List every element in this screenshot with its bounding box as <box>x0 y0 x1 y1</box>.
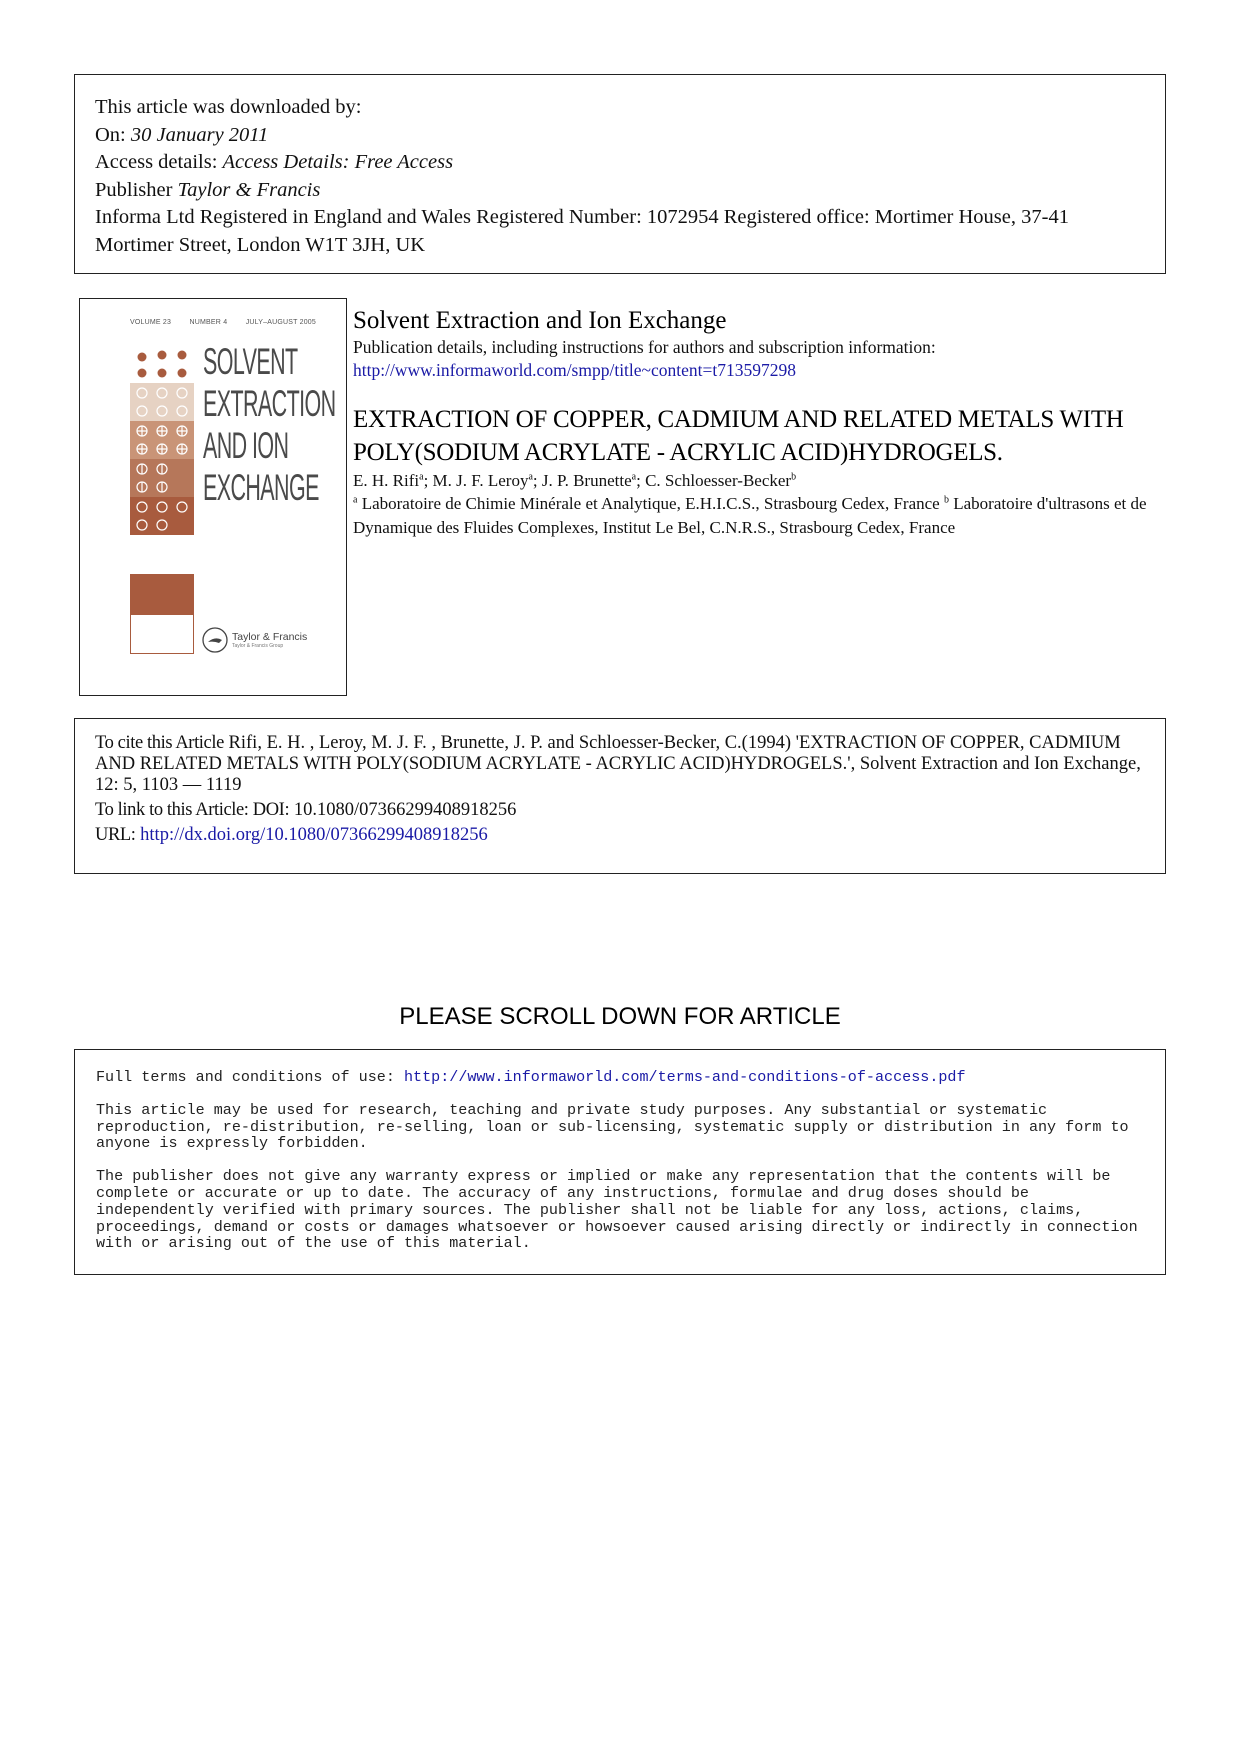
cover-issue-info <box>130 319 316 326</box>
logo-publisher-group: Taylor & Francis Group <box>232 643 284 649</box>
cover-color-block <box>130 574 194 614</box>
url-label: URL: <box>95 825 136 845</box>
cover-crosses-icon <box>130 421 194 459</box>
author-name: E. H. Rifi <box>353 471 420 490</box>
terms-paragraph-usage: This article may be used for research, teaching and private study purposes. Any substantial or systematic reproduction, re-distribution, re-selling, loan or sub-licensing, systematic supply or distribution in any form to anyone is expressly forbidden. <box>96 1100 1129 1153</box>
cover-title-line: SOLVENT <box>203 341 298 382</box>
journal-url-link[interactable]: http://www.informaworld.com/smpp/title~content=t713597298 <box>353 360 797 380</box>
downloaded-by-text: This article was downloaded by: <box>95 96 362 118</box>
access-value: Access Details: Free Access <box>222 151 454 173</box>
cover-date: JULY–AUGUST 2005 <box>245 319 316 326</box>
cite-this-article <box>95 733 1145 796</box>
taylor-francis-logo <box>202 627 307 653</box>
access-label: Access details: <box>95 151 218 173</box>
cover-volume: VOLUME 23 <box>130 319 172 326</box>
author-affiliation-marker: a <box>419 471 424 483</box>
download-date-line <box>95 122 1145 150</box>
terms-paragraph-disclaimer: The publisher does not give any warranty express or implied or make any representation that the contents will be complete or accurate or up to date. The accuracy of any instructions, formulae and drug doses should be independently verified with primary sources. The publisher shall not be liable for any loss, actions, claims, proceedings, demand or costs or damages whatsoever or howsoever caused arising directly or indirectly in connection with or arising out of the use of this material. <box>96 1167 1138 1253</box>
scroll-notice: PLEASE SCROLL DOWN FOR ARTICLE <box>399 1003 841 1030</box>
author-name: M. J. F. Leroy <box>432 471 529 490</box>
cite-label: To cite this Article <box>95 733 224 753</box>
cover-title-line: AND ION <box>203 425 289 466</box>
download-date: 30 January 2011 <box>130 123 269 146</box>
cover-tile <box>130 421 194 459</box>
author-name: C. Schloesser-Becker <box>645 471 792 490</box>
on-label: On: <box>95 123 126 146</box>
cover-tile <box>130 459 194 497</box>
cover-dots-icon <box>130 345 194 383</box>
cover-title-line: EXCHANGE <box>203 467 319 508</box>
terms-url-link[interactable]: http://www.informaworld.com/terms-and-conditions-of-access.pdf <box>403 1068 966 1086</box>
cover-bars-icon <box>130 459 194 497</box>
journal-title: Solvent Extraction and Ion Exchange <box>353 307 727 334</box>
publisher-label: Publisher <box>95 178 173 201</box>
author-affiliation-marker: b <box>791 471 797 483</box>
affiliation-b: Laboratoire d'ultrasons et de Dynamique des Fluides Complexes, Institut Le Bel, C.N.R.S., Strasbourg Cedex, France <box>353 494 1147 537</box>
cover-number: NUMBER 4 <box>189 319 228 326</box>
terms-label: Full terms and conditions of use: <box>96 1068 395 1086</box>
cover-tile <box>130 345 194 383</box>
affiliations <box>353 492 1173 540</box>
journal-cover <box>79 298 347 696</box>
publisher-value: Taylor & Francis <box>177 178 321 201</box>
terms-box <box>74 1049 1166 1275</box>
author-affiliation-marker: a <box>528 471 533 483</box>
doi-value: 10.1080/07366299408918256 <box>293 800 517 820</box>
authors-list: E. H. Rifi$^a$; M. J. F. Leroy$^a$; J. P. Brunette$^a$; C. Schloesser-Becker$^b$ <box>353 471 797 490</box>
affiliation-a: Laboratoire de Chimie Minérale et Analytique, E.H.I.C.S., Strasbourg Cedex, France <box>361 494 940 513</box>
cite-text: Rifi, E. H. , Leroy, M. J. F. , Brunette, J. P. and Schloesser-Becker, C.(1994) 'EXTRACTION OF COPPER, CADMIUM AND RELATED METALS WITH POLY(SODIUM ACRYLATE - ACRYLIC ACID)HYDROGELS.', Solvent Extraction and Ion Exchange, 12: 5, 1103 — 1119 <box>95 733 1141 795</box>
url-line <box>95 825 1145 846</box>
cover-pattern <box>130 345 194 535</box>
publisher-line <box>95 177 1145 205</box>
article-title: EXTRACTION OF COPPER, CADMIUM AND RELATED METALS WITH POLY(SODIUM ACRYLATE - ACRYLIC ACID)HYDROGELS. <box>353 406 1124 466</box>
cover-circles-icon <box>130 497 194 535</box>
link-to-article <box>95 800 1145 821</box>
doi-url-link[interactable]: http://dx.doi.org/10.1080/07366299408918256 <box>140 825 488 845</box>
cover-rings-icon <box>130 383 194 421</box>
access-details-line <box>95 149 1145 177</box>
logo-publisher-name: Taylor & Francis <box>232 631 308 643</box>
cover-tile <box>130 497 194 535</box>
citation-box <box>74 718 1166 874</box>
cover-tile <box>130 383 194 421</box>
author-name: J. P. Brunette <box>541 471 632 490</box>
article-info <box>353 306 1173 540</box>
affiliation-marker-a: a <box>353 494 358 506</box>
author-affiliation-marker: a <box>631 471 637 483</box>
cover-title <box>203 341 336 509</box>
cover-title-line: EXTRACTION <box>203 383 336 424</box>
publisher-lamp-icon <box>202 627 228 653</box>
cover-white-block <box>130 614 194 654</box>
publication-details: Publication details, including instructions for authors and subscription information: <box>353 337 936 357</box>
terms-line <box>96 1069 1144 1086</box>
affiliation-marker-b: b <box>943 494 949 506</box>
download-info-box <box>74 74 1166 274</box>
link-label: To link to this Article: DOI: <box>95 800 290 820</box>
registration-text: Informa Ltd Registered in England and Wales Registered Number: 1072954 Registered office: Mortimer House, 37-41 Mortimer Street, London W1T 3JH, UK <box>95 206 1069 256</box>
